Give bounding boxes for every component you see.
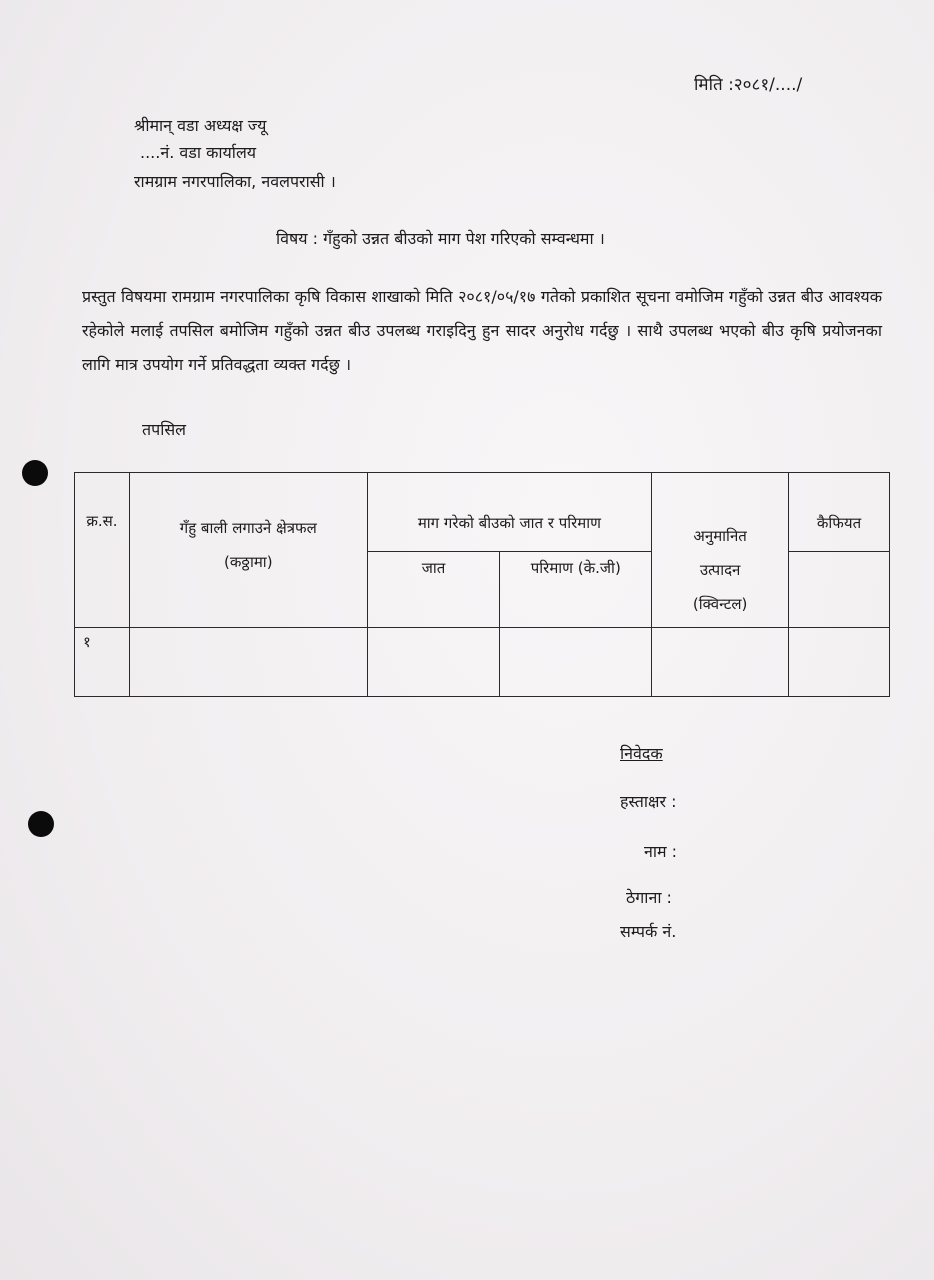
- header-area-label: गँहु बाली लगाउने क्षेत्रफल: [179, 519, 317, 537]
- punch-hole: [28, 811, 54, 837]
- header-remarks-empty: [789, 551, 890, 628]
- address-line-3: रामग्राम नगरपालिका, नवलपरासी ।: [134, 172, 336, 191]
- applicant-signature-label: हस्ताक्षर :: [620, 792, 677, 811]
- applicant-address-label: ठेगाना :: [626, 888, 672, 907]
- header-sn: [75, 473, 130, 628]
- header-sn-label: क्र.स.: [86, 512, 118, 530]
- header-quantity: [500, 551, 652, 628]
- row-1-sn: [75, 628, 130, 697]
- header-production-unit: (क्विन्टल): [692, 595, 748, 613]
- header-remarks: [789, 473, 890, 552]
- date-line: मिति :२०८१/..../: [694, 75, 803, 95]
- header-production-label: अनुमानित: [693, 527, 747, 545]
- applicant-contact-label: सम्पर्क नं.: [620, 922, 677, 941]
- subject-line: विषय : गँहुको उन्नत बीउको माग पेश गरिएको सम्वन्धमा ।: [276, 229, 605, 248]
- tapasil-label: तपसिल: [142, 420, 187, 439]
- header-production-label-2: उत्पादन: [699, 561, 741, 579]
- address-line-1: श्रीमान् वडा अध्यक्ष ज्यू: [134, 116, 267, 135]
- punch-hole: [22, 460, 48, 486]
- row-1-sn-label: १: [83, 633, 91, 652]
- row-1-variety: [367, 628, 500, 697]
- header-variety: [367, 551, 500, 628]
- header-demand: [367, 473, 652, 552]
- header-remarks-label: कैफियत: [816, 514, 862, 532]
- row-1-remarks: [789, 628, 890, 697]
- row-1-production: [652, 628, 789, 697]
- header-variety-label: जात: [421, 558, 446, 577]
- header-area: [129, 473, 367, 628]
- seed-demand-table: [74, 472, 890, 697]
- row-1-quantity: [500, 628, 652, 697]
- body-paragraph: प्रस्तुत विषयमा रामग्राम नगरपालिका कृषि विकास शाखाको मिति २०८१/०५/१७ गतेको प्रकाशित सूचना वमोजिम गहुँको उन्नत बीउ आवश्यक रहेकोले मलाई तपसिल बमोजिम गहुँको उन्नत बीउ उपलब्ध गराइदिनु हुन सादर अनुरोध गर्दछु । साथै उपलब्ध भएको बीउ कृषि प्रयोजनका लागि मात्र उपयोग गर्ने प्रतिवद्धता व्यक्त गर्दछु ।: [82, 287, 882, 374]
- header-area-unit: (कठ्ठामा): [224, 553, 273, 571]
- header-quantity-label: परिमाण (के.जी): [530, 558, 621, 577]
- header-demand-label: माग गरेको बीउको जात र परिमाण: [417, 514, 601, 532]
- applicant-name-label: नाम :: [644, 842, 678, 861]
- address-line-2: ....नं. वडा कार्यालय: [140, 143, 257, 162]
- row-1-area: [129, 628, 367, 697]
- applicant-title: निवेदक: [620, 744, 663, 763]
- header-production: [652, 473, 789, 628]
